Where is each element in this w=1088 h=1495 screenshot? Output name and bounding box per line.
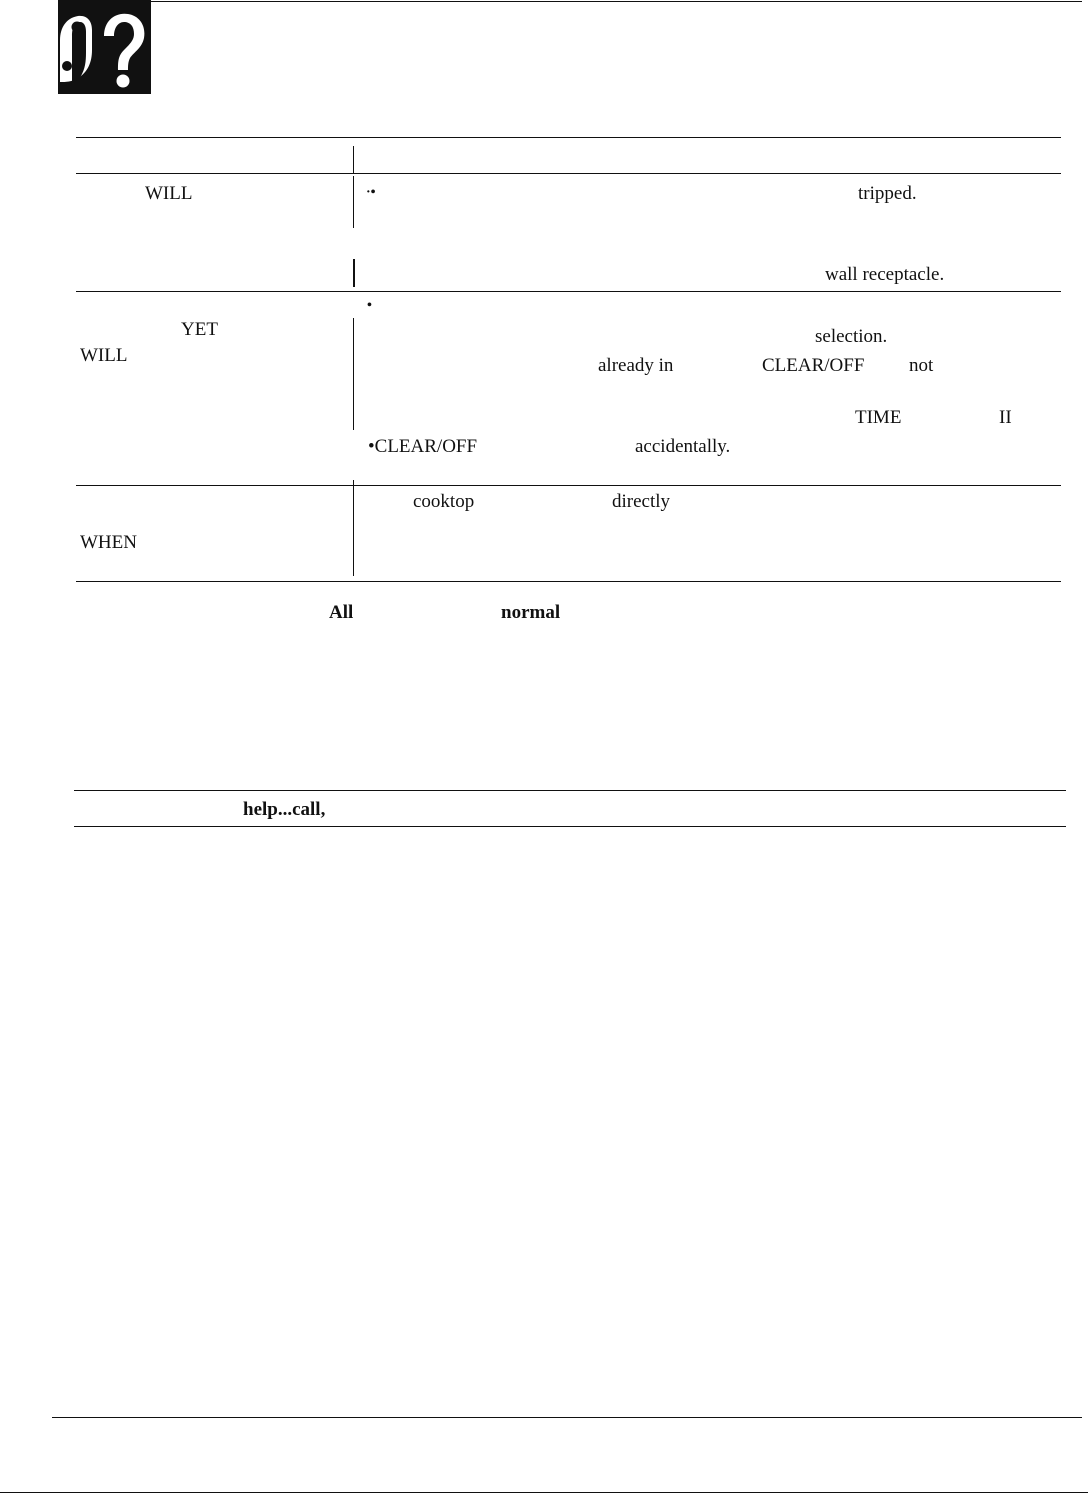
row-divider-2 [76, 485, 1061, 486]
help-bottom-rule [74, 826, 1066, 827]
help-logo [58, 0, 151, 94]
table-top-rule [76, 137, 1061, 138]
note-text: not [909, 355, 934, 376]
note-text: tripped. [858, 183, 917, 204]
note-text: cooktop [413, 491, 475, 512]
symptom-text: WILL [145, 183, 193, 204]
symptom-text: WILL [80, 345, 128, 366]
note-text: accidentally. [635, 436, 731, 457]
column-separator-row1a [353, 176, 354, 228]
table-header-rule [76, 173, 1061, 174]
bullet-row1: ·• [366, 185, 376, 200]
header-rule [150, 1, 1082, 2]
symptom-text: YET [181, 319, 218, 340]
note-text: already in [598, 355, 674, 376]
help-text: help...call, [243, 799, 326, 820]
column-separator-header [353, 146, 354, 173]
note-normal: normal [501, 602, 561, 623]
bullet-row2: • [367, 298, 372, 313]
note-text: CLEAR/OFF [762, 355, 865, 376]
note-text: directly [612, 491, 671, 512]
page-bottom-rule [52, 1417, 1082, 1418]
note-text: •CLEAR/OFF [368, 436, 478, 457]
question-person-icon [58, 0, 151, 94]
note-text: wall receptacle. [825, 264, 945, 285]
page-edge-rule [0, 1492, 1088, 1493]
column-separator-row1b [353, 259, 355, 287]
note-all: All [329, 602, 354, 623]
column-separator-row2 [353, 318, 354, 430]
help-top-rule [74, 790, 1066, 791]
note-text: II [999, 407, 1012, 428]
column-separator-row3 [353, 480, 354, 576]
table-bottom-rule [76, 581, 1061, 582]
symptom-text: WHEN [80, 532, 137, 553]
note-text: TIME [855, 407, 902, 428]
note-text: selection. [815, 326, 888, 347]
row-divider-1 [76, 291, 1061, 292]
